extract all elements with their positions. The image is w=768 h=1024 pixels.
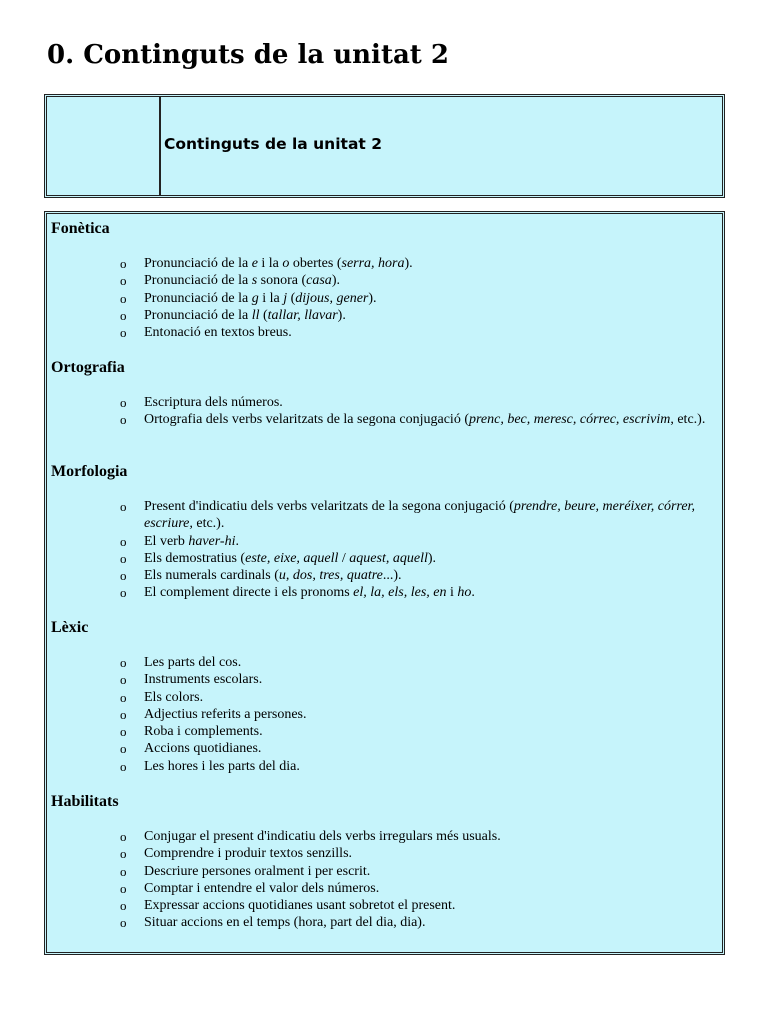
- list-item: o Escriptura dels números.: [120, 395, 283, 410]
- contents-box: [44, 211, 725, 955]
- list-item: o Pronunciació de la g i la j (dijous, gener).: [120, 290, 377, 306]
- italic-term: o: [282, 256, 290, 271]
- bullet-icon: o: [120, 412, 127, 428]
- list-item: o Els colors.: [120, 689, 204, 705]
- bullet-icon: o: [120, 672, 127, 688]
- italic-term: e: [251, 256, 258, 271]
- list-item: o Adjectius referits a persones.: [120, 706, 307, 722]
- section-title-ortografia: Ortografia: [51, 359, 125, 376]
- header-left-cell: [47, 97, 161, 195]
- list-item: o El verb haver-hi.: [120, 533, 239, 549]
- list-fonetica: [47, 255, 717, 341]
- list-item: o Entonació en textos breus.: [120, 325, 292, 341]
- list-item: o Accions quotidianes.: [120, 741, 262, 757]
- italic-term: prendre, beure, meréixer, córrer, escriure,: [144, 499, 695, 532]
- bullet-icon: o: [120, 395, 127, 410]
- list-lexic: [47, 654, 717, 775]
- italic-term: ho: [457, 585, 472, 601]
- bullet-icon: o: [120, 724, 127, 740]
- list-item: o Roba i complements.: [120, 724, 263, 740]
- italic-term: el, la, els, les, en: [353, 585, 447, 601]
- list-item: o Les parts del cos.: [120, 655, 242, 670]
- italic-term: serra, hora: [341, 256, 405, 271]
- bullet-icon: o: [120, 689, 127, 705]
- bullet-icon: o: [120, 307, 127, 323]
- list-item: o Instruments escolars.: [120, 672, 263, 688]
- section-title-lexic: Lèxic: [51, 619, 89, 636]
- italic-term: g: [251, 290, 259, 306]
- italic-term: casa: [306, 273, 332, 289]
- list-item: o Pronunciació de la s sonora (casa).: [120, 273, 340, 289]
- list-item: o Comprendre i produir textos senzills.: [120, 846, 353, 862]
- list-item: o Els numerals cardinals (u, dos, tres, quatre...).: [120, 568, 402, 584]
- bullet-icon: o: [120, 499, 127, 514]
- bullet-icon: o: [120, 829, 127, 844]
- section-title-habilitats: Habilitats: [51, 793, 119, 810]
- list-habilitats: [47, 828, 717, 932]
- bullet-icon: o: [120, 863, 127, 879]
- list-item: o Expressar accions quotidianes usant sobretot el present.: [120, 898, 456, 914]
- bullet-icon: o: [120, 290, 127, 306]
- list-item: o Present d'indicatiu dels verbs velaritzats de la segona conjugació (prendre, beure, meréixer, córrer, escriure, etc.).: [120, 499, 695, 532]
- section-title-fonetica: Fonètica: [51, 220, 110, 237]
- header-title: Continguts de la unitat 2: [164, 135, 382, 153]
- list-item: o Pronunciació de la ll (tallar, llavar).: [120, 307, 346, 323]
- list-item: o Conjugar el present d'indicatiu dels verbs irregulars més usuals.: [120, 829, 501, 844]
- bullet-icon: o: [120, 655, 127, 670]
- list-morfologia: [47, 498, 717, 602]
- bullet-icon: o: [120, 256, 127, 271]
- header-box: [44, 94, 725, 198]
- bullet-icon: o: [120, 585, 127, 601]
- italic-term: aquest, aquell: [349, 550, 428, 566]
- italic-term: haver-hi: [188, 533, 236, 549]
- bullet-icon: o: [120, 550, 127, 566]
- list-item: o Comptar i entendre el valor dels números.: [120, 880, 380, 896]
- italic-term: prenc, bec, meresc, córrec, escrivim: [468, 412, 671, 428]
- bullet-icon: o: [120, 915, 127, 931]
- section-title-morfologia: Morfologia: [51, 463, 128, 480]
- bullet-icon: o: [120, 898, 127, 914]
- italic-term: j: [283, 290, 288, 306]
- italic-term: dijous, gener: [295, 290, 369, 306]
- page-title: 0. Continguts de la unitat 2: [47, 40, 449, 70]
- list-item: o Situar accions en el temps (hora, part del dia, dia).: [120, 915, 426, 931]
- bullet-icon: o: [120, 568, 127, 584]
- list-ortografia: [47, 394, 717, 429]
- list-item: o Ortografia dels verbs velaritzats de la segona conjugació (prenc, bec, meresc, córrec, escrivim, etc.).: [120, 412, 706, 428]
- italic-term: este, eixe, aquell: [245, 550, 339, 566]
- bullet-icon: o: [120, 533, 127, 549]
- list-item: o Els demostratius (este, eixe, aquell / aquest, aquell).: [120, 550, 437, 566]
- bullet-icon: o: [120, 758, 127, 774]
- list-item: o Les hores i les parts del dia.: [120, 758, 300, 774]
- bullet-icon: o: [120, 273, 127, 289]
- italic-term: tallar, llavar: [267, 307, 338, 323]
- list-item: o Descriure persones oralment i per escrit.: [120, 863, 371, 879]
- list-item: o El complement directe i els pronoms el, la, els, les, en i ho.: [120, 585, 475, 601]
- bullet-icon: o: [120, 706, 127, 722]
- list-item: o Pronunciació de la e i la o obertes (serra, hora).: [120, 256, 413, 271]
- italic-term: s: [251, 273, 258, 289]
- italic-term: u, dos, tres, quatre: [278, 568, 383, 584]
- bullet-icon: o: [120, 880, 127, 896]
- bullet-icon: o: [120, 325, 127, 341]
- bullet-icon: o: [120, 846, 127, 862]
- italic-term: ll: [251, 307, 260, 323]
- bullet-icon: o: [120, 741, 127, 757]
